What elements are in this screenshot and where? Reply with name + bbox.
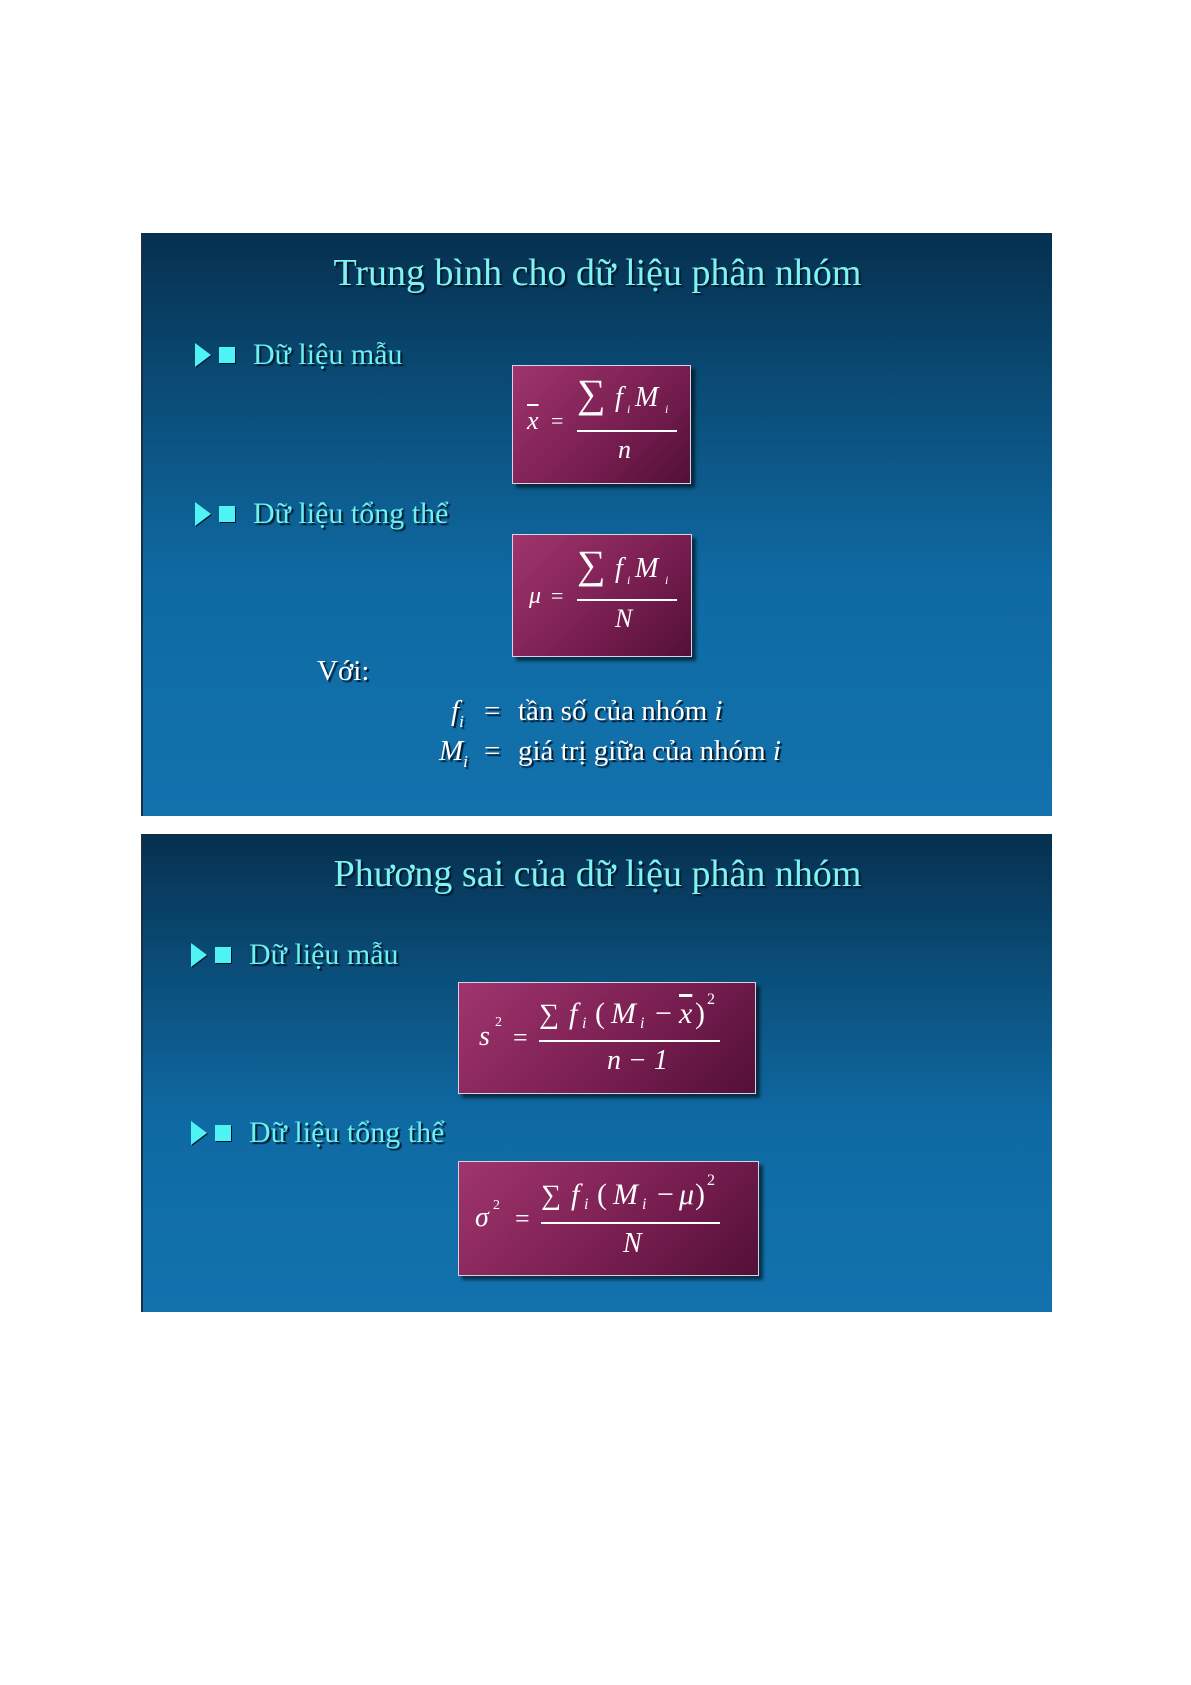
legend-midpoint: $M_i$: [439, 735, 468, 771]
fraction-bar: [577, 430, 677, 432]
bullet-square-icon: [215, 1125, 231, 1141]
bullet-square-icon: [215, 947, 231, 963]
fraction-bar: [541, 1222, 720, 1224]
formula-f-sub: i: [582, 1015, 587, 1032]
bullet-sample-data: [191, 938, 399, 972]
bullet-label: Dữ liệu tổng thể: [249, 1116, 445, 1149]
with-label: Với:: [317, 655, 370, 687]
bullet-square-icon: [219, 347, 235, 363]
formula-sample-variance: [458, 982, 756, 1094]
formula-m: M: [611, 997, 636, 1030]
formula-f: f: [615, 382, 623, 413]
bullet-label: Dữ liệu mẫu: [253, 338, 403, 371]
sum-symbol: ∑: [539, 999, 559, 1030]
bullet-square-icon: [219, 506, 235, 522]
paren-open: (: [595, 997, 605, 1030]
formula-f-sub: i: [627, 573, 631, 587]
minus-sign: −: [655, 997, 672, 1030]
paren-close: ): [695, 997, 705, 1030]
formula-equals: =: [551, 583, 564, 608]
formula-equals: =: [551, 408, 564, 433]
formula-exponent: 2: [707, 991, 715, 1008]
formula-m: M: [613, 1178, 638, 1211]
formula-denominator: N: [623, 1228, 642, 1259]
legend-midpoint-text: giá trị giữa của nhóm i: [518, 735, 781, 767]
formula-lhs: $\overline{x}$: [527, 406, 539, 435]
formula-denominator: n: [618, 435, 631, 464]
formula-f: f: [615, 553, 623, 584]
bullet-sample-data: [195, 338, 403, 372]
formula-lhs: μ: [529, 583, 542, 609]
fraction-bar: [539, 1040, 720, 1042]
sum-symbol: ∑: [541, 1180, 561, 1211]
formula-f: f: [569, 997, 578, 1030]
bullet-label: Dữ liệu mẫu: [249, 938, 399, 971]
bullet-population-data: [191, 1116, 444, 1150]
formula-m-sub: i: [640, 1015, 645, 1032]
formula-f: f: [571, 1178, 580, 1211]
bullet-label: Dữ liệu tổng thể: [253, 497, 449, 530]
formula-equals: =: [515, 1204, 530, 1233]
bullet-arrow-icon: [195, 343, 211, 367]
paren-open: (: [597, 1178, 607, 1211]
formula-m-sub: i: [665, 573, 669, 587]
formula-equals: =: [513, 1023, 528, 1052]
formula-mean: μ: [679, 1178, 695, 1211]
formula-lhs: s: [479, 1021, 490, 1052]
formula-m: M: [635, 382, 659, 413]
formula-m-sub: i: [642, 1196, 647, 1213]
formula-m-sub: i: [665, 402, 669, 416]
legend-frequency-text: tần số của nhóm i: [518, 695, 723, 727]
formula-denominator: n − 1: [607, 1045, 668, 1076]
legend-midpoint-equals: =: [484, 735, 501, 767]
formula-lhs-exponent: 2: [493, 1198, 500, 1213]
sum-symbol: ∑: [577, 542, 606, 587]
slide-title: Phương sai của dữ liệu phân nhóm: [333, 853, 862, 895]
formula-denominator: N: [615, 604, 633, 633]
minus-sign: −: [657, 1178, 674, 1211]
formula-mean: $\overline{x}$: [679, 997, 693, 1030]
formula-exponent: 2: [707, 1172, 715, 1189]
sum-symbol: ∑: [577, 371, 606, 416]
legend-frequency-equals: =: [484, 695, 501, 727]
formula-m: M: [635, 553, 659, 584]
formula-f-sub: i: [627, 402, 631, 416]
formula-lhs: σ: [475, 1202, 489, 1233]
formula-population-mean: [512, 534, 692, 657]
bullet-population-data: [195, 497, 448, 531]
legend-frequency: $f_i$: [451, 695, 464, 731]
bullet-arrow-icon: [191, 1121, 207, 1145]
formula-f-sub: i: [584, 1196, 589, 1213]
formula-sample-mean: [512, 365, 691, 484]
slide-grouped-mean: [141, 233, 1052, 816]
paren-close: ): [695, 1178, 705, 1211]
slide-grouped-variance: [141, 834, 1052, 1312]
fraction-bar: [577, 599, 677, 601]
formula-population-variance: [458, 1161, 759, 1276]
formula-lhs-exponent: 2: [495, 1015, 502, 1030]
bullet-arrow-icon: [195, 502, 211, 526]
bullet-arrow-icon: [191, 943, 207, 967]
slide-title: Trung bình cho dữ liệu phân nhóm: [333, 252, 862, 294]
